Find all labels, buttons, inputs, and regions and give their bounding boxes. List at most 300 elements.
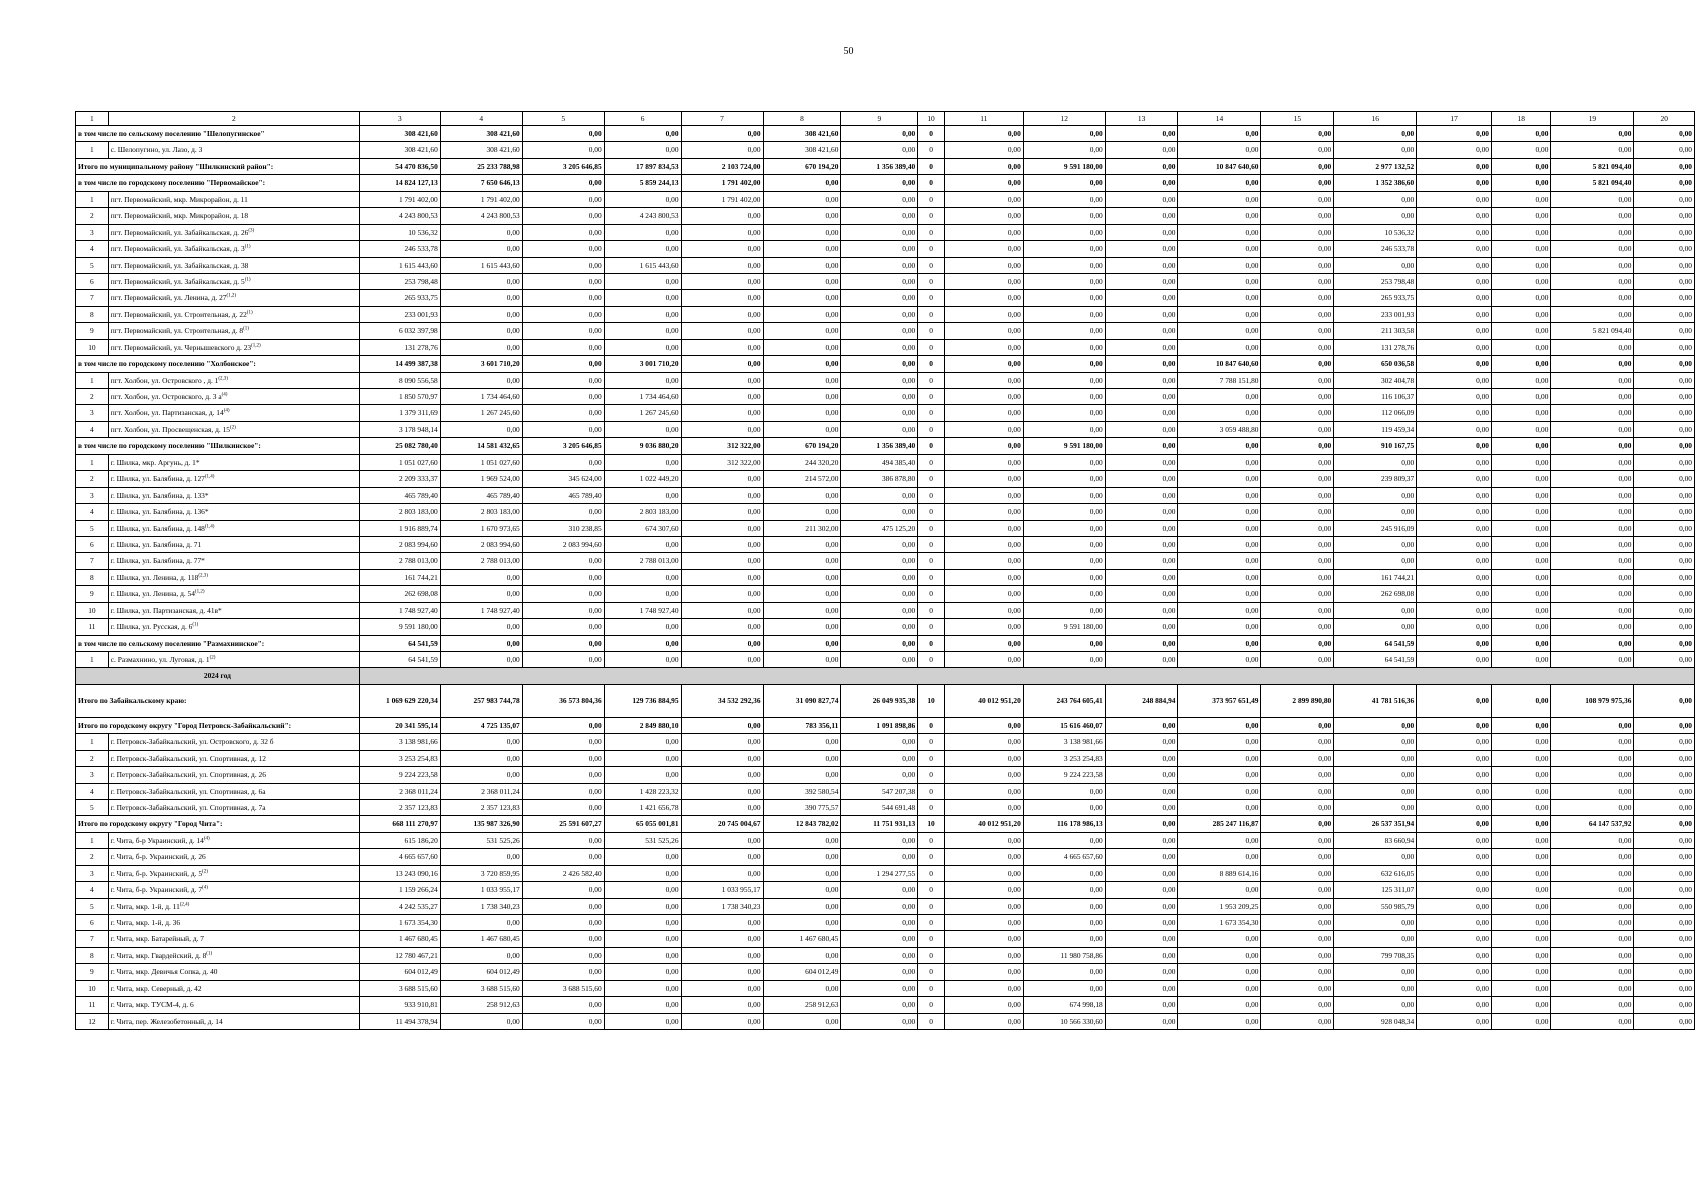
table-row bbox=[76, 273, 1695, 289]
value-cell-col-15: 0,00 bbox=[1261, 175, 1334, 191]
value-cell-col-17: 0,00 bbox=[1417, 964, 1492, 980]
value-cell-col-8: 1 467 680,45 bbox=[763, 931, 841, 947]
value-cell-col-14: 0,00 bbox=[1178, 306, 1261, 322]
value-cell-col-20: 0,00 bbox=[1634, 158, 1695, 174]
subtotal-row bbox=[76, 684, 1695, 717]
value-cell-col-10: 10 bbox=[918, 816, 945, 832]
value-cell-col-18: 0,00 bbox=[1492, 964, 1551, 980]
value-cell-col-18: 0,00 bbox=[1492, 569, 1551, 585]
value-cell-col-12: 9 591 180,00 bbox=[1023, 158, 1105, 174]
value-cell-col-13: 0,00 bbox=[1105, 536, 1178, 552]
table-row bbox=[76, 208, 1695, 224]
value-cell-col-15: 0,00 bbox=[1261, 158, 1334, 174]
address-text: г. Чита, пер. Железобетонный, д. 14 bbox=[110, 1016, 223, 1026]
address-cell bbox=[108, 421, 359, 437]
value-cell-col-7: 1 738 340,23 bbox=[681, 898, 763, 914]
value-cell-col-15: 0,00 bbox=[1261, 569, 1334, 585]
value-cell-col-10: 0 bbox=[918, 980, 945, 996]
value-cell-col-16: 1 352 386,60 bbox=[1334, 175, 1417, 191]
value-cell-col-3: 4 242 535,27 bbox=[359, 898, 440, 914]
value-cell-col-4: 2 357 123,83 bbox=[440, 799, 522, 815]
value-cell-col-20: 0,00 bbox=[1634, 652, 1695, 668]
address-text: г. Петровск-Забайкальский, ул. Островского, д. 32 б bbox=[110, 737, 274, 747]
row-number: 2 bbox=[76, 389, 109, 405]
value-cell-col-10: 0 bbox=[918, 224, 945, 240]
value-cell-col-20: 0,00 bbox=[1634, 471, 1695, 487]
address-text: пгт. Первомайский, ул. Забайкальская, д. 26 bbox=[110, 227, 249, 237]
row-number: 11 bbox=[76, 997, 109, 1013]
value-cell-col-20: 0,00 bbox=[1634, 273, 1695, 289]
footnote-marker: (4) bbox=[223, 408, 230, 414]
row-number: 10 bbox=[76, 980, 109, 996]
value-cell-col-12: 0,00 bbox=[1023, 898, 1105, 914]
value-cell-col-14: 285 247 116,87 bbox=[1178, 816, 1261, 832]
value-cell-col-6: 0,00 bbox=[604, 767, 681, 783]
value-cell-col-17: 0,00 bbox=[1417, 405, 1492, 421]
value-cell-col-3: 1 748 927,40 bbox=[359, 602, 440, 618]
value-cell-col-3: 3 688 515,60 bbox=[359, 980, 440, 996]
row-number: 4 bbox=[76, 421, 109, 437]
value-cell-col-12: 0,00 bbox=[1023, 915, 1105, 931]
value-cell-col-3: 9 591 180,00 bbox=[359, 619, 440, 635]
value-cell-col-20: 0,00 bbox=[1634, 142, 1695, 158]
value-cell-col-14: 0,00 bbox=[1178, 454, 1261, 470]
value-cell-col-13: 0,00 bbox=[1105, 717, 1178, 733]
address-cell bbox=[108, 931, 359, 947]
value-cell-col-17: 0,00 bbox=[1417, 421, 1492, 437]
value-cell-col-15: 0,00 bbox=[1261, 997, 1334, 1013]
value-cell-col-11: 0,00 bbox=[944, 586, 1023, 602]
address-cell bbox=[108, 257, 359, 273]
value-cell-col-11: 0,00 bbox=[944, 767, 1023, 783]
value-cell-col-16: 0,00 bbox=[1334, 750, 1417, 766]
value-cell-col-7: 1 033 955,17 bbox=[681, 882, 763, 898]
value-cell-col-16: 0,00 bbox=[1334, 191, 1417, 207]
value-cell-col-20: 0,00 bbox=[1634, 126, 1695, 142]
value-cell-col-6: 0,00 bbox=[604, 997, 681, 1013]
value-cell-col-4: 2 083 994,60 bbox=[440, 536, 522, 552]
table-row bbox=[76, 421, 1695, 437]
value-cell-col-5: 0,00 bbox=[522, 931, 604, 947]
value-cell-col-16: 650 036,58 bbox=[1334, 356, 1417, 372]
value-cell-col-13: 0,00 bbox=[1105, 652, 1178, 668]
value-cell-col-17: 0,00 bbox=[1417, 241, 1492, 257]
value-cell-col-9: 0,00 bbox=[841, 767, 918, 783]
value-cell-col-11: 0,00 bbox=[944, 569, 1023, 585]
value-cell-col-8: 0,00 bbox=[763, 175, 841, 191]
table-row bbox=[76, 405, 1695, 421]
value-cell-col-18: 0,00 bbox=[1492, 865, 1551, 881]
value-cell-col-12: 116 178 986,13 bbox=[1023, 816, 1105, 832]
value-cell-col-3: 604 012,49 bbox=[359, 964, 440, 980]
value-cell-col-15: 0,00 bbox=[1261, 915, 1334, 931]
value-cell-col-11: 0,00 bbox=[944, 191, 1023, 207]
row-number: 1 bbox=[76, 142, 109, 158]
row-number: 1 bbox=[76, 652, 109, 668]
value-cell-col-7: 0,00 bbox=[681, 536, 763, 552]
value-cell-col-20: 0,00 bbox=[1634, 257, 1695, 273]
value-cell-col-17: 0,00 bbox=[1417, 438, 1492, 454]
column-number-header: 11 bbox=[944, 112, 1023, 126]
value-cell-col-14: 10 847 640,60 bbox=[1178, 158, 1261, 174]
row-number: 6 bbox=[76, 273, 109, 289]
value-cell-col-12: 3 138 981,66 bbox=[1023, 734, 1105, 750]
value-cell-col-13: 0,00 bbox=[1105, 767, 1178, 783]
address-cell bbox=[108, 783, 359, 799]
subtotal-row bbox=[76, 175, 1695, 191]
value-cell-col-14: 0,00 bbox=[1178, 602, 1261, 618]
value-cell-col-13: 0,00 bbox=[1105, 290, 1178, 306]
value-cell-col-4: 0,00 bbox=[440, 734, 522, 750]
address-text: пгт. Первомайский, ул. Забайкальская, д. 38 bbox=[110, 260, 249, 270]
value-cell-col-7: 0,00 bbox=[681, 504, 763, 520]
value-cell-col-14: 0,00 bbox=[1178, 964, 1261, 980]
value-cell-col-11: 0,00 bbox=[944, 405, 1023, 421]
row-number: 9 bbox=[76, 964, 109, 980]
value-cell-col-9: 0,00 bbox=[841, 898, 918, 914]
value-cell-col-3: 12 780 467,21 bbox=[359, 947, 440, 963]
value-cell-col-10: 0 bbox=[918, 1013, 945, 1029]
row-number: 4 bbox=[76, 241, 109, 257]
value-cell-col-8: 0,00 bbox=[763, 734, 841, 750]
value-cell-col-13: 0,00 bbox=[1105, 799, 1178, 815]
value-cell-col-19: 0,00 bbox=[1551, 126, 1634, 142]
value-cell-col-19: 0,00 bbox=[1551, 898, 1634, 914]
value-cell-col-10: 0 bbox=[918, 997, 945, 1013]
value-cell-col-10: 0 bbox=[918, 520, 945, 536]
value-cell-col-16: 0,00 bbox=[1334, 767, 1417, 783]
value-cell-col-8: 0,00 bbox=[763, 1013, 841, 1029]
subtotal-label: Итого по городскому округу "Город Чита": bbox=[76, 816, 360, 832]
value-cell-col-14: 0,00 bbox=[1178, 635, 1261, 651]
value-cell-col-3: 3 253 254,83 bbox=[359, 750, 440, 766]
value-cell-col-17: 0,00 bbox=[1417, 487, 1492, 503]
table-row bbox=[76, 783, 1695, 799]
value-cell-col-16: 233 001,93 bbox=[1334, 306, 1417, 322]
value-cell-col-19: 0,00 bbox=[1551, 799, 1634, 815]
column-number-header: 8 bbox=[763, 112, 841, 126]
value-cell-col-16: 253 798,48 bbox=[1334, 273, 1417, 289]
value-cell-col-6: 1 421 656,78 bbox=[604, 799, 681, 815]
address-text: г. Шилка, ул. Партизанская, д. 41в* bbox=[110, 605, 222, 615]
value-cell-col-18: 0,00 bbox=[1492, 504, 1551, 520]
value-cell-col-5: 0,00 bbox=[522, 964, 604, 980]
value-cell-col-18: 0,00 bbox=[1492, 734, 1551, 750]
value-cell-col-11: 0,00 bbox=[944, 980, 1023, 996]
value-cell-col-3: 265 933,75 bbox=[359, 290, 440, 306]
value-cell-col-17: 0,00 bbox=[1417, 717, 1492, 733]
value-cell-col-13: 0,00 bbox=[1105, 865, 1178, 881]
value-cell-col-11: 0,00 bbox=[944, 438, 1023, 454]
address-text: г. Чита, б-р Украинский, д. 14 bbox=[110, 835, 204, 845]
value-cell-col-14: 0,00 bbox=[1178, 717, 1261, 733]
value-cell-col-8: 0,00 bbox=[763, 290, 841, 306]
value-cell-col-16: 246 533,78 bbox=[1334, 241, 1417, 257]
value-cell-col-12: 0,00 bbox=[1023, 964, 1105, 980]
value-cell-col-7: 0,00 bbox=[681, 635, 763, 651]
value-cell-col-17: 0,00 bbox=[1417, 898, 1492, 914]
value-cell-col-11: 0,00 bbox=[944, 898, 1023, 914]
value-cell-col-11: 0,00 bbox=[944, 273, 1023, 289]
address-text: г. Чита, б-р. Украинский, д. 26 bbox=[110, 852, 206, 862]
value-cell-col-5: 0,00 bbox=[522, 635, 604, 651]
value-cell-col-11: 0,00 bbox=[944, 175, 1023, 191]
value-cell-col-19: 108 979 975,36 bbox=[1551, 684, 1634, 717]
value-cell-col-14: 0,00 bbox=[1178, 191, 1261, 207]
value-cell-col-19: 5 821 094,40 bbox=[1551, 175, 1634, 191]
value-cell-col-3: 1 069 629 220,34 bbox=[359, 684, 440, 717]
address-cell bbox=[108, 602, 359, 618]
value-cell-col-5: 0,00 bbox=[522, 569, 604, 585]
footnote-marker: (2,4) bbox=[179, 902, 190, 908]
value-cell-col-14: 3 059 488,80 bbox=[1178, 421, 1261, 437]
value-cell-col-13: 0,00 bbox=[1105, 175, 1178, 191]
value-cell-col-6: 0,00 bbox=[604, 586, 681, 602]
value-cell-col-17: 0,00 bbox=[1417, 799, 1492, 815]
value-cell-col-10: 0 bbox=[918, 339, 945, 355]
value-cell-col-19: 64 147 537,92 bbox=[1551, 816, 1634, 832]
value-cell-col-17: 0,00 bbox=[1417, 947, 1492, 963]
value-cell-col-15: 0,00 bbox=[1261, 717, 1334, 733]
value-cell-col-20: 0,00 bbox=[1634, 389, 1695, 405]
value-cell-col-13: 0,00 bbox=[1105, 273, 1178, 289]
value-cell-col-8: 0,00 bbox=[763, 849, 841, 865]
table-row bbox=[76, 241, 1695, 257]
row-number: 2 bbox=[76, 208, 109, 224]
table-row bbox=[76, 1013, 1695, 1029]
value-cell-col-5: 0,00 bbox=[522, 915, 604, 931]
value-cell-col-10: 0 bbox=[918, 619, 945, 635]
value-cell-col-12: 0,00 bbox=[1023, 569, 1105, 585]
value-cell-col-20: 0,00 bbox=[1634, 915, 1695, 931]
value-cell-col-11: 0,00 bbox=[944, 471, 1023, 487]
subtotal-row bbox=[76, 635, 1695, 651]
value-cell-col-6: 0,00 bbox=[604, 569, 681, 585]
value-cell-col-5: 0,00 bbox=[522, 142, 604, 158]
value-cell-col-7: 0,00 bbox=[681, 389, 763, 405]
value-cell-col-5: 0,00 bbox=[522, 257, 604, 273]
row-number: 1 bbox=[76, 191, 109, 207]
value-cell-col-5: 0,00 bbox=[522, 306, 604, 322]
table-row bbox=[76, 586, 1695, 602]
value-cell-col-3: 2 357 123,83 bbox=[359, 799, 440, 815]
value-cell-col-10: 0 bbox=[918, 208, 945, 224]
value-cell-col-8: 0,00 bbox=[763, 536, 841, 552]
value-cell-col-12: 0,00 bbox=[1023, 372, 1105, 388]
value-cell-col-15: 0,00 bbox=[1261, 750, 1334, 766]
value-cell-col-20: 0,00 bbox=[1634, 947, 1695, 963]
address-text: пгт. Первомайский, ул. Забайкальская, д. 3 bbox=[110, 244, 245, 254]
value-cell-col-16: 2 977 132,52 bbox=[1334, 158, 1417, 174]
value-cell-col-19: 0,00 bbox=[1551, 652, 1634, 668]
value-cell-col-10: 0 bbox=[918, 158, 945, 174]
value-cell-col-18: 0,00 bbox=[1492, 684, 1551, 717]
value-cell-col-16: 0,00 bbox=[1334, 536, 1417, 552]
value-cell-col-3: 9 224 223,58 bbox=[359, 767, 440, 783]
value-cell-col-14: 0,00 bbox=[1178, 504, 1261, 520]
value-cell-col-4: 308 421,60 bbox=[440, 126, 522, 142]
value-cell-col-17: 0,00 bbox=[1417, 306, 1492, 322]
value-cell-col-14: 1 953 209,25 bbox=[1178, 898, 1261, 914]
value-cell-col-3: 246 533,78 bbox=[359, 241, 440, 257]
address-cell bbox=[108, 142, 359, 158]
value-cell-col-17: 0,00 bbox=[1417, 635, 1492, 651]
value-cell-col-13: 248 884,94 bbox=[1105, 684, 1178, 717]
value-cell-col-11: 0,00 bbox=[944, 997, 1023, 1013]
value-cell-col-16: 0,00 bbox=[1334, 849, 1417, 865]
value-cell-col-18: 0,00 bbox=[1492, 241, 1551, 257]
row-number: 1 bbox=[76, 832, 109, 848]
value-cell-col-7: 0,00 bbox=[681, 471, 763, 487]
subtotal-row bbox=[76, 356, 1695, 372]
value-cell-col-9: 0,00 bbox=[841, 947, 918, 963]
value-cell-col-13: 0,00 bbox=[1105, 783, 1178, 799]
value-cell-col-4: 3 688 515,60 bbox=[440, 980, 522, 996]
value-cell-col-20: 0,00 bbox=[1634, 208, 1695, 224]
value-cell-col-5: 0,00 bbox=[522, 586, 604, 602]
column-number-header: 9 bbox=[841, 112, 918, 126]
value-cell-col-7: 0,00 bbox=[681, 306, 763, 322]
value-cell-col-5: 0,00 bbox=[522, 339, 604, 355]
value-cell-col-18: 0,00 bbox=[1492, 520, 1551, 536]
value-cell-col-20: 0,00 bbox=[1634, 684, 1695, 717]
value-cell-col-15: 0,00 bbox=[1261, 323, 1334, 339]
value-cell-col-18: 0,00 bbox=[1492, 454, 1551, 470]
value-cell-col-6: 0,00 bbox=[604, 915, 681, 931]
value-cell-col-18: 0,00 bbox=[1492, 931, 1551, 947]
value-cell-col-17: 0,00 bbox=[1417, 126, 1492, 142]
value-cell-col-20: 0,00 bbox=[1634, 290, 1695, 306]
value-cell-col-17: 0,00 bbox=[1417, 783, 1492, 799]
value-cell-col-9: 0,00 bbox=[841, 208, 918, 224]
value-cell-col-16: 0,00 bbox=[1334, 799, 1417, 815]
value-cell-col-9: 0,00 bbox=[841, 931, 918, 947]
table-row bbox=[76, 964, 1695, 980]
value-cell-col-3: 2 788 013,00 bbox=[359, 553, 440, 569]
value-cell-col-14: 0,00 bbox=[1178, 832, 1261, 848]
value-cell-col-5: 0,00 bbox=[522, 504, 604, 520]
value-cell-col-15: 0,00 bbox=[1261, 224, 1334, 240]
table-row bbox=[76, 832, 1695, 848]
value-cell-col-15: 0,00 bbox=[1261, 241, 1334, 257]
value-cell-col-7: 0,00 bbox=[681, 783, 763, 799]
column-number-header: 7 bbox=[681, 112, 763, 126]
value-cell-col-12: 0,00 bbox=[1023, 323, 1105, 339]
value-cell-col-10: 0 bbox=[918, 783, 945, 799]
value-cell-col-11: 0,00 bbox=[944, 208, 1023, 224]
value-cell-col-6: 17 897 834,53 bbox=[604, 158, 681, 174]
value-cell-col-15: 0,00 bbox=[1261, 767, 1334, 783]
address-cell bbox=[108, 224, 359, 240]
table-row bbox=[76, 306, 1695, 322]
value-cell-col-16: 0,00 bbox=[1334, 964, 1417, 980]
value-cell-col-14: 0,00 bbox=[1178, 175, 1261, 191]
value-cell-col-15: 0,00 bbox=[1261, 339, 1334, 355]
table-row bbox=[76, 898, 1695, 914]
value-cell-col-18: 0,00 bbox=[1492, 339, 1551, 355]
value-cell-col-3: 1 916 889,74 bbox=[359, 520, 440, 536]
row-number: 3 bbox=[76, 224, 109, 240]
value-cell-col-8: 31 090 827,74 bbox=[763, 684, 841, 717]
value-cell-col-7: 0,00 bbox=[681, 520, 763, 536]
value-cell-col-19: 0,00 bbox=[1551, 208, 1634, 224]
table-row bbox=[76, 389, 1695, 405]
value-cell-col-18: 0,00 bbox=[1492, 586, 1551, 602]
value-cell-col-7: 0,00 bbox=[681, 602, 763, 618]
value-cell-col-9: 386 878,80 bbox=[841, 471, 918, 487]
table-row bbox=[76, 454, 1695, 470]
value-cell-col-15: 0,00 bbox=[1261, 520, 1334, 536]
value-cell-col-17: 0,00 bbox=[1417, 158, 1492, 174]
value-cell-col-12: 0,00 bbox=[1023, 241, 1105, 257]
value-cell-col-6: 0,00 bbox=[604, 536, 681, 552]
value-cell-col-7: 0,00 bbox=[681, 980, 763, 996]
table-row bbox=[76, 569, 1695, 585]
value-cell-col-16: 0,00 bbox=[1334, 487, 1417, 503]
value-cell-col-7: 0,00 bbox=[681, 257, 763, 273]
value-cell-col-5: 310 238,85 bbox=[522, 520, 604, 536]
footnote-marker: (3) bbox=[248, 228, 255, 234]
value-cell-col-4: 14 581 432,65 bbox=[440, 438, 522, 454]
value-cell-col-12: 0,00 bbox=[1023, 553, 1105, 569]
address-cell bbox=[108, 1013, 359, 1029]
value-cell-col-11: 0,00 bbox=[944, 504, 1023, 520]
value-cell-col-18: 0,00 bbox=[1492, 553, 1551, 569]
value-cell-col-12: 0,00 bbox=[1023, 783, 1105, 799]
address-cell bbox=[108, 898, 359, 914]
value-cell-col-5: 0,00 bbox=[522, 323, 604, 339]
row-number: 5 bbox=[76, 520, 109, 536]
value-cell-col-18: 0,00 bbox=[1492, 191, 1551, 207]
value-cell-col-18: 0,00 bbox=[1492, 619, 1551, 635]
value-cell-col-5: 0,00 bbox=[522, 849, 604, 865]
value-cell-col-4: 0,00 bbox=[440, 290, 522, 306]
value-cell-col-13: 0,00 bbox=[1105, 997, 1178, 1013]
value-cell-col-3: 465 789,40 bbox=[359, 487, 440, 503]
value-cell-col-4: 0,00 bbox=[440, 323, 522, 339]
value-cell-col-10: 0 bbox=[918, 372, 945, 388]
subtotal-row bbox=[76, 158, 1695, 174]
value-cell-col-9: 0,00 bbox=[841, 323, 918, 339]
table-row bbox=[76, 865, 1695, 881]
value-cell-col-6: 1 022 449,20 bbox=[604, 471, 681, 487]
value-cell-col-7: 34 532 292,36 bbox=[681, 684, 763, 717]
address-cell bbox=[108, 750, 359, 766]
value-cell-col-16: 0,00 bbox=[1334, 553, 1417, 569]
value-cell-col-13: 0,00 bbox=[1105, 635, 1178, 651]
value-cell-col-7: 0,00 bbox=[681, 553, 763, 569]
value-cell-col-16: 10 536,32 bbox=[1334, 224, 1417, 240]
value-cell-col-5: 0,00 bbox=[522, 619, 604, 635]
value-cell-col-19: 0,00 bbox=[1551, 372, 1634, 388]
value-cell-col-16: 0,00 bbox=[1334, 734, 1417, 750]
value-cell-col-20: 0,00 bbox=[1634, 980, 1695, 996]
address-text: пгт. Первомайский, ул. Чернышевского д. 23 bbox=[110, 342, 252, 352]
value-cell-col-7: 1 791 402,00 bbox=[681, 175, 763, 191]
row-number: 1 bbox=[76, 372, 109, 388]
value-cell-col-8: 0,00 bbox=[763, 602, 841, 618]
value-cell-col-19: 0,00 bbox=[1551, 997, 1634, 1013]
value-cell-col-4: 1 734 464,60 bbox=[440, 389, 522, 405]
value-cell-col-9: 0,00 bbox=[841, 191, 918, 207]
value-cell-col-12: 0,00 bbox=[1023, 520, 1105, 536]
value-cell-col-17: 0,00 bbox=[1417, 1013, 1492, 1029]
value-cell-col-8: 0,00 bbox=[763, 208, 841, 224]
value-cell-col-9: 0,00 bbox=[841, 652, 918, 668]
value-cell-col-18: 0,00 bbox=[1492, 536, 1551, 552]
value-cell-col-5: 0,00 bbox=[522, 947, 604, 963]
column-number-header: 20 bbox=[1634, 112, 1695, 126]
